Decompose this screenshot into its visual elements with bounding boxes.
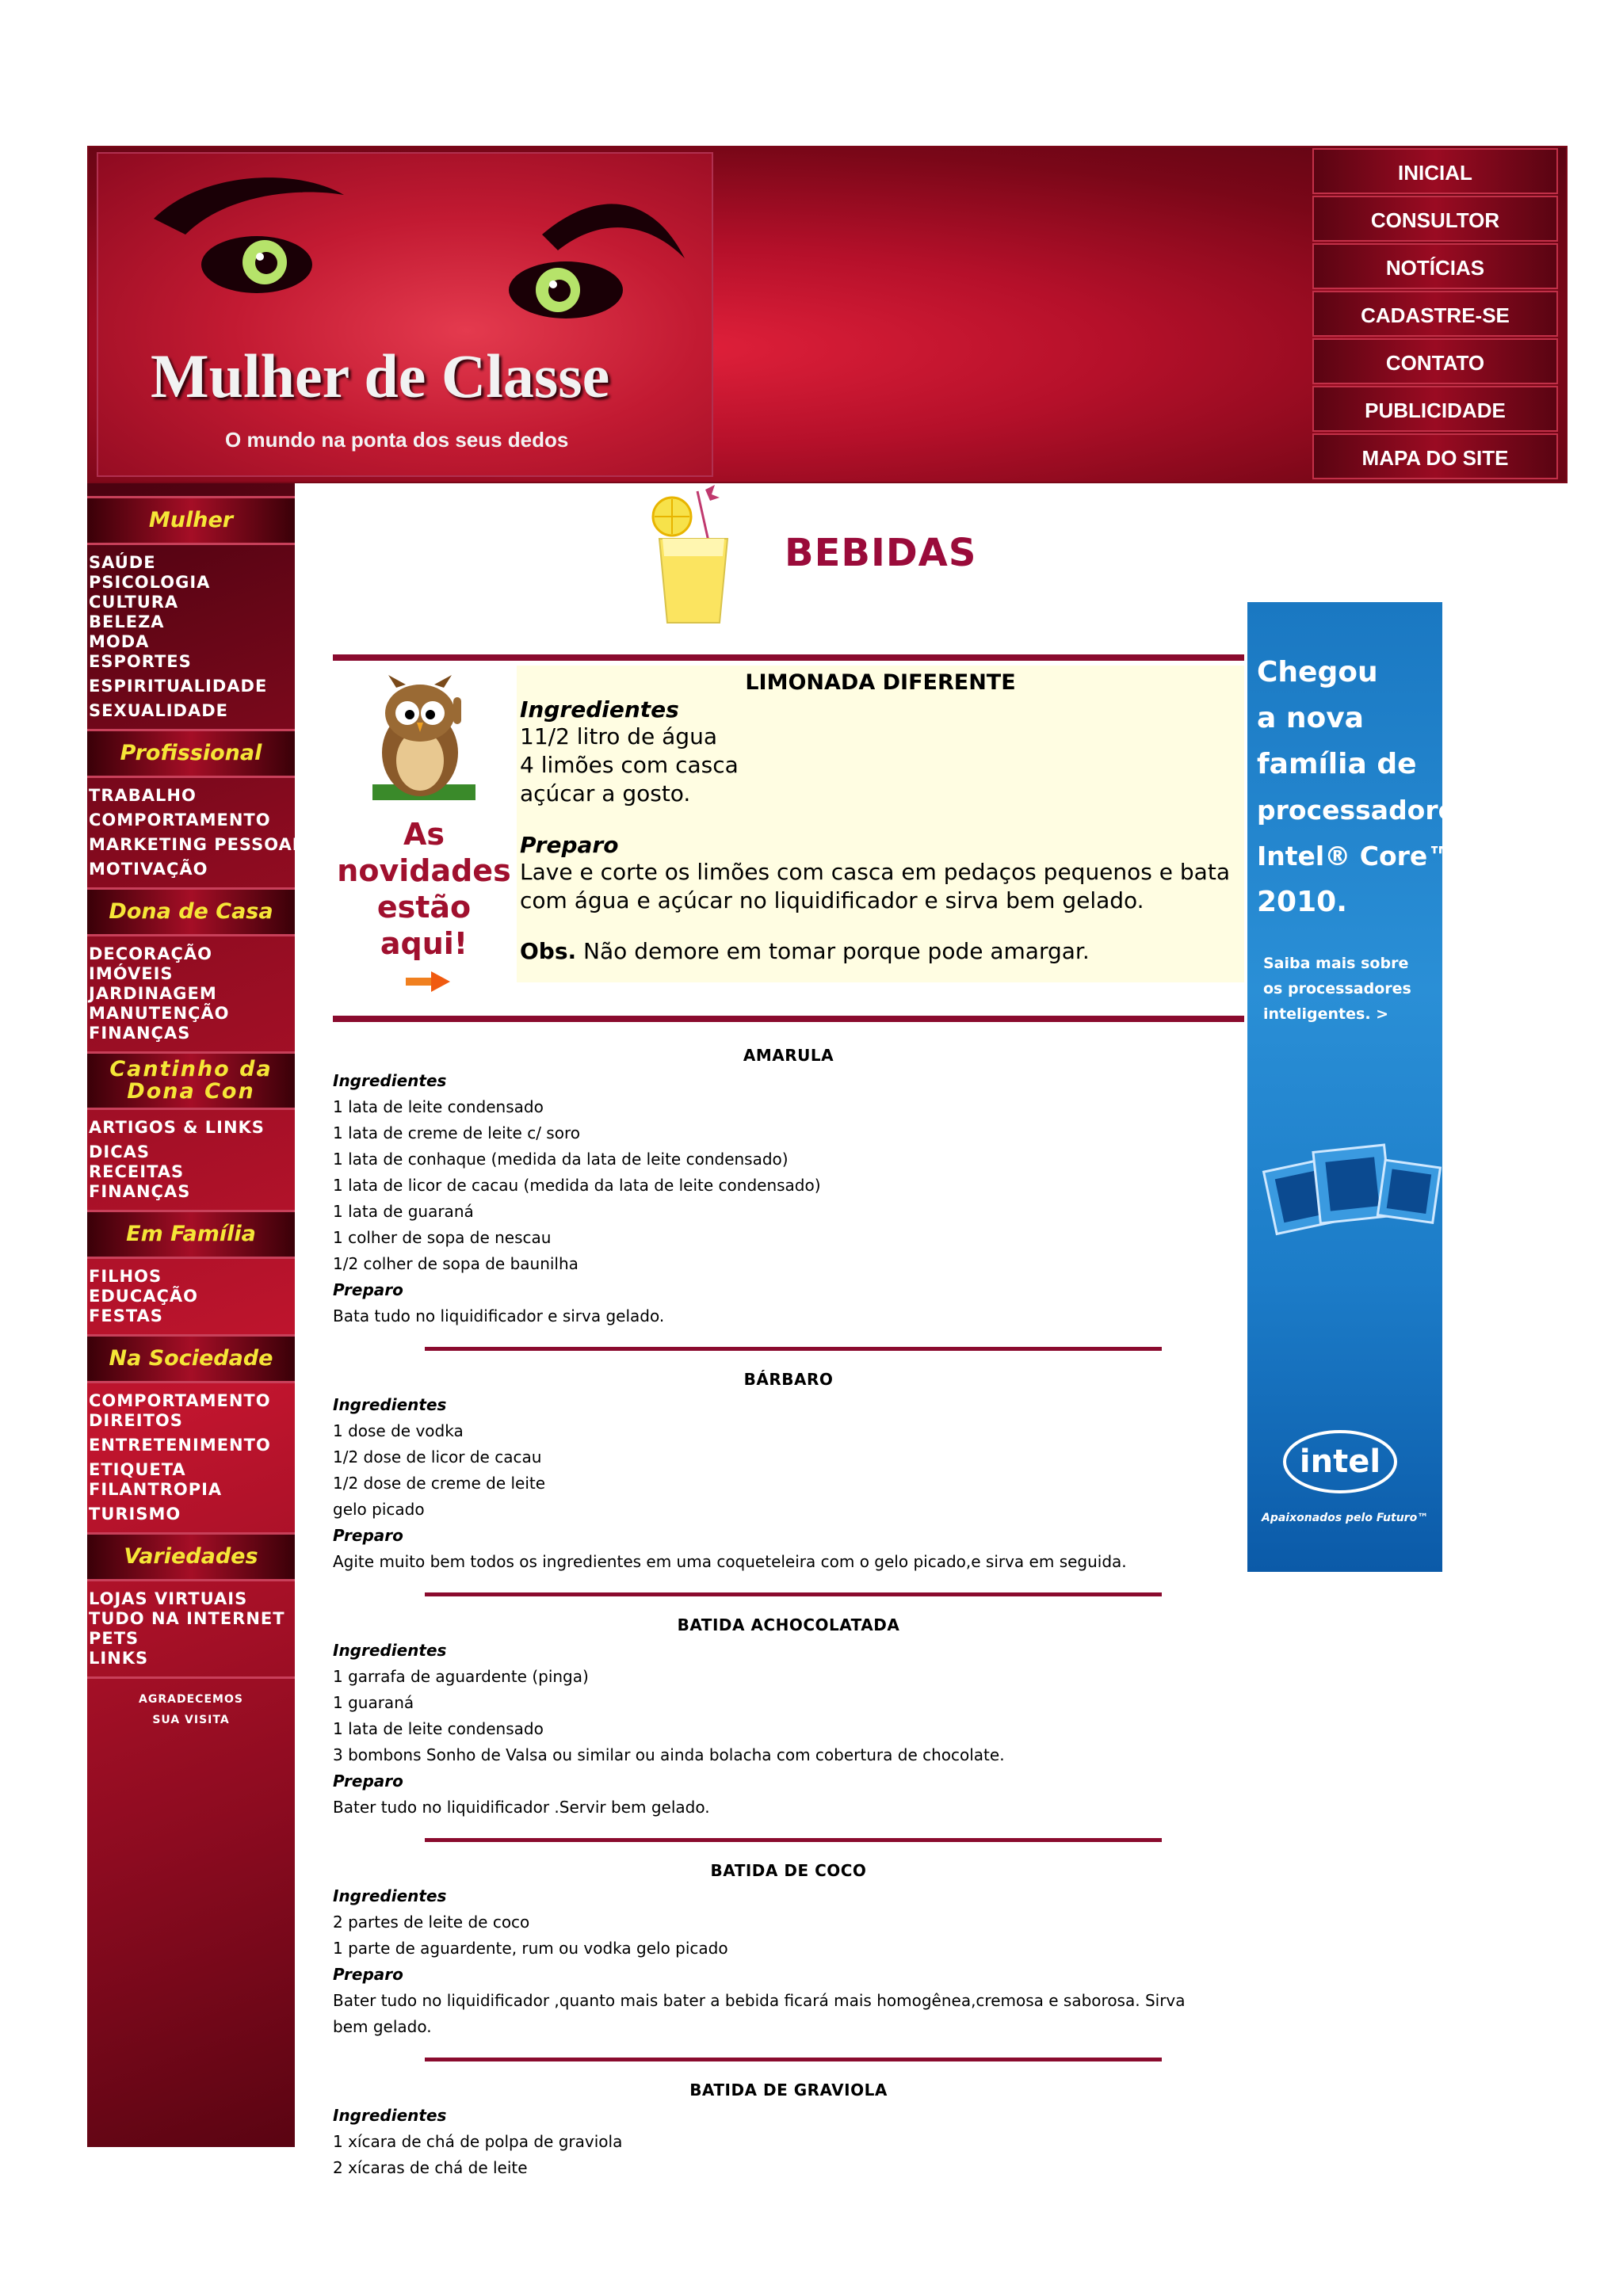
- sidebar-heading[interactable]: Dona de Casa: [87, 887, 295, 936]
- ad-headline-line: 2010.: [1257, 886, 1347, 918]
- recipe-ingredient: 1 lata de guaraná: [333, 1202, 474, 1221]
- sidebar-heading[interactable]: Na Sociedade: [87, 1334, 295, 1383]
- nav-inicial[interactable]: INICIAL: [1312, 148, 1558, 194]
- feature-obs-label: Obs.: [520, 938, 577, 964]
- sidebar-link[interactable]: CULTURA: [89, 593, 179, 612]
- news-line-4: aqui!: [380, 926, 468, 961]
- recipe-list: [333, 1030, 1244, 2195]
- news-promo[interactable]: [333, 666, 515, 998]
- divider: [333, 1016, 1244, 1022]
- sidebar-link[interactable]: ESPORTES: [89, 652, 192, 671]
- sidebar-link[interactable]: BELEZA: [89, 612, 165, 631]
- recipe-ingredient: 1 garrafa de aguardente (pinga): [333, 1667, 589, 1686]
- recipe-divider: [425, 1838, 1162, 1842]
- thanks-line-1: AGRADECEMOS: [139, 1693, 243, 1706]
- thanks-line-2: SUA VISITA: [152, 1714, 230, 1726]
- feature-ingredient: açúcar a gosto.: [520, 780, 691, 807]
- owl-mascot-icon: [365, 673, 483, 808]
- recipe-ingredient: 1/2 dose de creme de leite: [333, 1474, 546, 1493]
- recipe-title: BATIDA DE COCO: [710, 1861, 867, 1880]
- sidebar-list: [87, 1267, 295, 1334]
- recipe-ingredients-label: Ingredientes: [333, 1886, 447, 1905]
- arrow-right-icon: [406, 971, 450, 992]
- recipe-ingredients-label: Ingredientes: [333, 1395, 447, 1414]
- feature-ingredient: 4 limões com casca: [520, 752, 739, 778]
- intel-logo-text: intel: [1299, 1444, 1381, 1480]
- site-logo[interactable]: [97, 152, 713, 477]
- nav-cadastre-se[interactable]: CADASTRE-SE: [1312, 291, 1558, 337]
- recipe-title: BÁRBARO: [743, 1370, 834, 1389]
- left-sidebar: [87, 483, 304, 2147]
- news-line-2: novidades: [337, 853, 511, 888]
- ad-tagline: Apaixonados pelo Futuro™: [1262, 1512, 1429, 1524]
- sidebar-link[interactable]: COMPORTAMENTO: [89, 810, 271, 830]
- logo-title: Mulher de Classe: [151, 341, 610, 410]
- recipe-title: AMARULA: [743, 1046, 834, 1065]
- recipe-divider: [425, 2058, 1162, 2061]
- recipe-prep-line: Bata tudo no liquidificador e sirva gelado.: [333, 1306, 665, 1325]
- sidebar-list: [87, 786, 304, 887]
- sidebar-list: [87, 1118, 295, 1210]
- sidebar-link[interactable]: JARDINAGEM: [89, 984, 217, 1003]
- sidebar-link[interactable]: PSICOLOGIA: [89, 573, 211, 592]
- processor-chips-icon: [1254, 1141, 1436, 1244]
- sidebar-link[interactable]: ETIQUETA: [89, 1460, 186, 1479]
- sidebar-link[interactable]: FINANÇAS: [89, 1024, 191, 1043]
- recipe-ingredient: 1 lata de leite condensado: [333, 1719, 544, 1738]
- logo-subtitle: O mundo na ponta dos seus dedos: [225, 428, 569, 452]
- sidebar-link[interactable]: LINKS: [89, 1649, 149, 1668]
- news-line-3: estão: [376, 890, 472, 925]
- sidebar-list: [87, 944, 295, 1051]
- recipe-prep-line: bem gelado.: [333, 2017, 432, 2036]
- sidebar-link[interactable]: LOJAS VIRTUAIS: [89, 1589, 248, 1608]
- ad-headline-line: família de: [1257, 748, 1417, 780]
- recipe-title: BATIDA DE GRAVIOLA: [689, 2081, 888, 2100]
- recipe-ingredient: 1 lata de licor de cacau (medida da lata de leite condensado): [333, 1176, 821, 1195]
- ad-sub-line: os processadores: [1263, 980, 1411, 997]
- ad-headline-line: Chegou: [1257, 656, 1378, 688]
- sidebar-link[interactable]: IMÓVEIS: [89, 964, 174, 983]
- recipe-ingredients-label: Ingredientes: [333, 1641, 447, 1660]
- sidebar-link[interactable]: FILANTROPIA: [89, 1480, 223, 1499]
- top-navigation: [1312, 147, 1558, 481]
- nav-noticias[interactable]: NOTÍCIAS: [1312, 243, 1558, 289]
- recipe-prep-line: Agite muito bem todos os ingredientes em uma coqueteleira com o gelo picado,e sirva em seguida.: [333, 1552, 1127, 1571]
- recipe: [333, 1592, 1244, 1835]
- sidebar-heading[interactable]: Mulher: [87, 496, 295, 545]
- recipe-prep-label: Preparo: [333, 1772, 403, 1791]
- feature-obs: [520, 937, 1241, 966]
- lemonade-glass-icon: [642, 483, 745, 634]
- sidebar-link[interactable]: COMPORTAMENTO: [89, 1391, 271, 1410]
- sidebar-link[interactable]: MODA: [89, 632, 150, 651]
- sidebar-link[interactable]: EDUCAÇÃO: [89, 1287, 199, 1306]
- recipe: [333, 1043, 1244, 1344]
- feature-prep-line: Lave e corte os limões com casca em pedaços pequenos e bata: [520, 859, 1230, 885]
- feature-ingredient: 11/2 litro de água: [520, 723, 717, 749]
- ad-headline-line: Intel® Core™: [1257, 841, 1454, 871]
- sidebar-link[interactable]: ESPIRITUALIDADE: [89, 677, 268, 696]
- recipe-ingredient: 1 xícara de chá de polpa de graviola: [333, 2132, 623, 2151]
- recipe-ingredient: 3 bombons Sonho de Valsa ou similar ou ainda bolacha com cobertura de chocolate.: [333, 1745, 1005, 1764]
- sidebar-link[interactable]: FINANÇAS: [89, 1182, 191, 1201]
- sidebar-heading[interactable]: Variedades: [87, 1532, 295, 1581]
- recipe-ingredient: gelo picado: [333, 1500, 425, 1519]
- recipe-prep-line: Bater tudo no liquidificador .Servir bem gelado.: [333, 1798, 710, 1817]
- page-title: BEBIDAS: [785, 531, 977, 575]
- ad-subtext: [1263, 951, 1411, 1027]
- recipe-ingredient: 1 colher de sopa de nescau: [333, 1228, 552, 1247]
- recipe-ingredient: 1 dose de vodka: [333, 1421, 464, 1440]
- sidebar-link[interactable]: MARKETING PESSOAL: [89, 835, 304, 854]
- sidebar-link[interactable]: MOTIVAÇÃO: [89, 860, 208, 879]
- sidebar-link[interactable]: FESTAS: [89, 1306, 163, 1325]
- divider: [333, 654, 1244, 661]
- sidebar-link[interactable]: ARTIGOS & LINKS: [89, 1118, 265, 1137]
- recipe-divider: [425, 1347, 1162, 1351]
- ad-sub-line: inteligentes. >: [1263, 1005, 1389, 1023]
- recipe-ingredients-label: Ingredientes: [333, 1071, 447, 1090]
- recipe-title: BATIDA ACHOCOLATADA: [677, 1615, 900, 1634]
- feature-prep-line: com água e açúcar no liquidificador e sirva bem gelado.: [520, 887, 1144, 913]
- sidebar-link[interactable]: MANUTENÇÃO: [89, 1004, 230, 1023]
- sidebar-heading[interactable]: Em Família: [87, 1210, 295, 1259]
- sidebar-link[interactable]: TURISMO: [89, 1505, 181, 1524]
- intel-logo-icon: [1281, 1426, 1400, 1497]
- sidebar-link[interactable]: SAÚDE: [89, 553, 156, 572]
- feature-title: LIMONADA DIFERENTE: [745, 670, 1016, 695]
- recipe: [333, 1838, 1244, 2054]
- sidebar-link[interactable]: TRABALHO: [89, 786, 197, 805]
- sidebar-link[interactable]: FILHOS: [89, 1267, 162, 1286]
- sidebar-list: [87, 1589, 295, 1676]
- sidebar-link[interactable]: TUDO NA INTERNET: [89, 1609, 285, 1628]
- nav-consultor[interactable]: CONSULTOR: [1312, 196, 1558, 242]
- recipe-ingredient: 1 lata de creme de leite c/ soro: [333, 1123, 580, 1142]
- sidebar-list: [87, 1391, 295, 1532]
- recipe-ingredient: 1 lata de conhaque (medida da lata de leite condensado): [333, 1150, 789, 1169]
- sidebar-link[interactable]: DECORAÇÃO: [89, 944, 212, 963]
- sidebar-link[interactable]: ENTRETENIMENTO: [89, 1436, 271, 1455]
- intel-ad-banner[interactable]: [1247, 602, 1472, 1572]
- news-line-1: As: [403, 817, 445, 852]
- sidebar-link[interactable]: SEXUALIDADE: [89, 701, 228, 720]
- recipe-ingredient: 1 guaraná: [333, 1693, 414, 1712]
- sidebar-heading-line: Dona Con: [127, 1079, 255, 1104]
- feature-ingredients-label: Ingredientes: [520, 696, 679, 723]
- nav-publicidade[interactable]: PUBLICIDADE: [1312, 386, 1558, 432]
- sidebar-link[interactable]: DIREITOS: [89, 1411, 183, 1430]
- feature-obs-text: Não demore em tomar porque pode amargar.: [576, 938, 1090, 964]
- nav-mapa-do-site[interactable]: MAPA DO SITE: [1312, 433, 1558, 479]
- recipe-divider: [425, 1592, 1162, 1596]
- recipe-prep-line: Bater tudo no liquidificador ,quanto mais bater a bebida ficará mais homogênea,cremosa e saborosa. Sirva: [333, 1991, 1186, 2010]
- sidebar-link[interactable]: PETS: [89, 1629, 139, 1648]
- recipe-ingredient: 1 lata de leite condensado: [333, 1097, 544, 1116]
- sidebar-heading[interactable]: Profissional: [87, 729, 295, 778]
- ad-headline-line: processadores: [1257, 795, 1472, 826]
- recipe-ingredients-label: Ingredientes: [333, 2106, 447, 2125]
- header-banner: [87, 146, 1568, 483]
- recipe-prep-label: Preparo: [333, 1965, 403, 1984]
- recipe-prep-label: Preparo: [333, 1280, 403, 1299]
- sidebar-link[interactable]: DICAS: [89, 1142, 151, 1161]
- ad-headline-line: a nova: [1257, 702, 1364, 734]
- recipe-ingredient: 2 xícaras de chá de leite: [333, 2158, 528, 2177]
- sidebar-heading[interactable]: [87, 1051, 295, 1110]
- feature-prep-label: Preparo: [520, 832, 619, 858]
- thanks-message: [87, 1676, 295, 1728]
- recipe-ingredient: 2 partes de leite de coco: [333, 1913, 530, 1932]
- recipe: [333, 2058, 1244, 2195]
- recipe-prep-label: Preparo: [333, 1526, 403, 1545]
- sidebar-list: [87, 553, 295, 729]
- recipe: [333, 1347, 1244, 1589]
- recipe-ingredient: 1/2 colher de sopa de baunilha: [333, 1254, 579, 1273]
- ad-headline: [1257, 650, 1472, 925]
- recipe-ingredient: 1 parte de aguardente, rum ou vodka gelo picado: [333, 1939, 728, 1958]
- eyes-illustration: [138, 163, 693, 338]
- feature-card: [517, 666, 1244, 982]
- featured-recipe: [333, 666, 1244, 998]
- recipe-ingredient: 1/2 dose de licor de cacau: [333, 1447, 542, 1466]
- news-promo-text: [333, 816, 515, 962]
- nav-contato[interactable]: CONTATO: [1312, 338, 1558, 384]
- ad-sub-line: Saiba mais sobre: [1263, 955, 1409, 972]
- sidebar-heading-line: Cantinho da: [109, 1057, 273, 1081]
- sidebar-link[interactable]: RECEITAS: [89, 1162, 185, 1181]
